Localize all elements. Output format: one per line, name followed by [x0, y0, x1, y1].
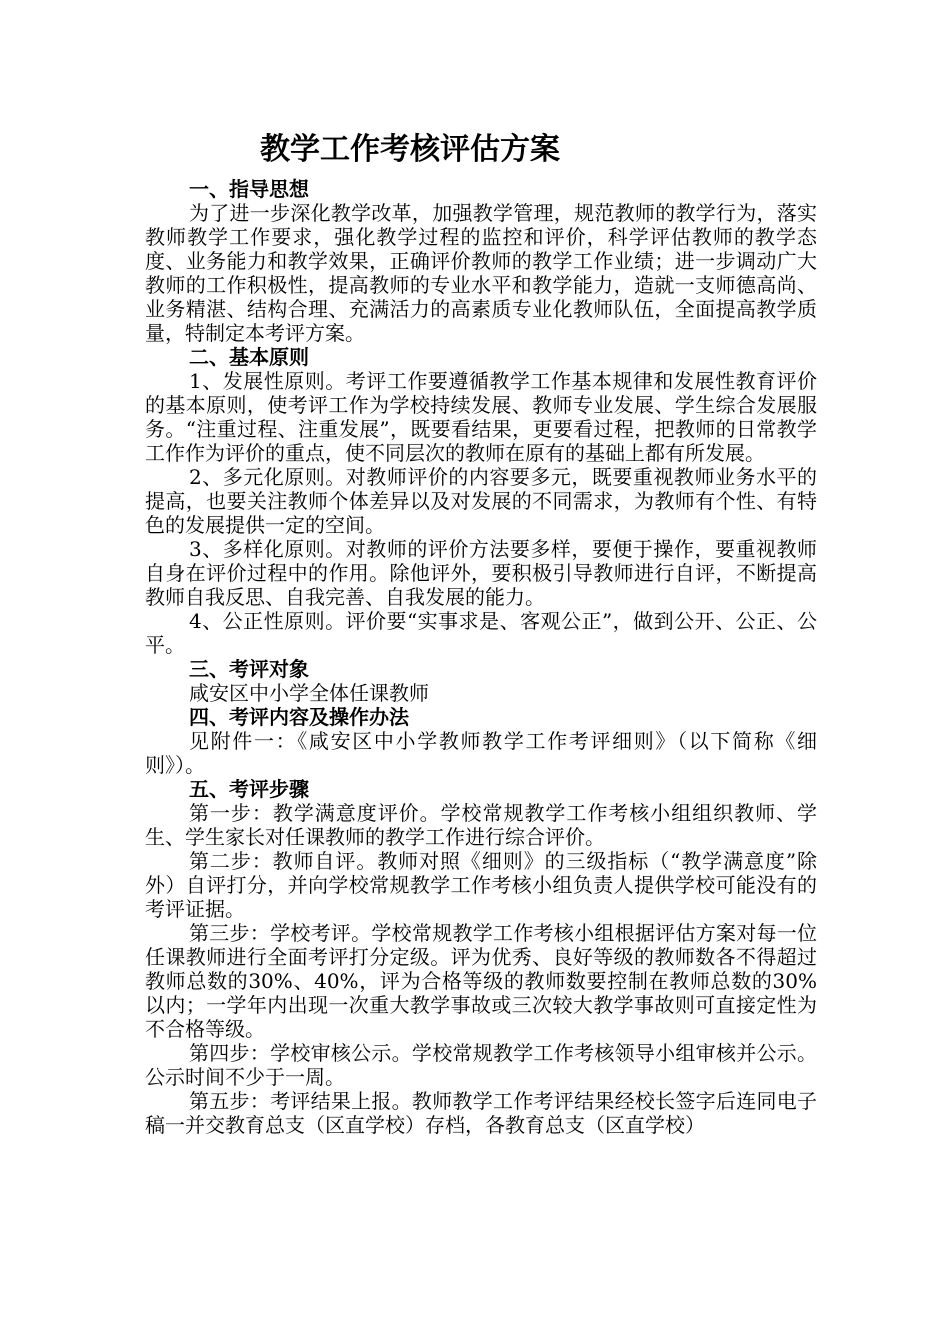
- section-heading-guiding-ideology: 一、指导思想: [189, 177, 309, 201]
- paragraph: 第一步：教学满意度评价。学校常规教学工作考核小组组织教师、学生、学生家长对任课教师的教学工作进行综合评价。: [145, 801, 817, 849]
- section-heading-evaluation-steps: 五、考评步骤: [189, 777, 309, 801]
- paragraph: 第三步：学校考评。学校常规教学工作考核小组根据评估方案对每一位任课教师进行全面考评打分定级。评为优秀、良好等级的教师数各不得超过教师总数的30%、40%，评为合格等级的教师数要控制在教师总数的30%以内；一学年内出现一次重大教学事故或三次较大教学事故则可直接定性为不合格等级。: [145, 921, 817, 1041]
- paragraph: 第五步：考评结果上报。教师教学工作考评结果经校长签字后连同电子稿一并交教育总支（区直学校）存档，各教育总支（区直学校）: [145, 1089, 817, 1137]
- paragraph: 第四步：学校审核公示。学校常规教学工作考核领导小组审核并公示。公示时间不少于一周。: [145, 1041, 817, 1089]
- paragraph: 1、发展性原则。考评工作要遵循教学工作基本规律和发展性教育评价的基本原则，使考评工作为学校持续发展、教师专业发展、学生综合发展服务。“注重过程、注重发展”，既要看结果，更要看过程，把教师的日常教学工作作为评价的重点，使不同层次的教师在原有的基础上都有所发展。: [145, 369, 817, 465]
- paragraph: 2、多元化原则。对教师评价的内容要多元，既要重视教师业务水平的提高，也要关注教师个体差异以及对发展的不同需求，为教师有个性、有特色的发展提供一定的空间。: [145, 465, 817, 537]
- paragraph: 3、多样化原则。对教师的评价方法要多样，要便于操作，要重视教师自身在评价过程中的作用。除他评外，要积极引导教师进行自评，不断提高教师自我反思、自我完善、自我发展的能力。: [145, 537, 817, 609]
- paragraph: 4、公正性原则。评价要“实事求是、客观公正”，做到公开、公正、公平。: [145, 609, 817, 657]
- paragraph: 第二步：教师自评。教师对照《细则》的三级指标（“教学满意度”除外）自评打分，并向学校常规教学工作考核小组负责人提供学校可能没有的考评证据。: [145, 849, 817, 921]
- document-title: 教学工作考核评估方案: [260, 132, 560, 167]
- section-heading-basic-principles: 二、基本原则: [189, 345, 309, 369]
- paragraph: 见附件一：《咸安区中小学教师教学工作考评细则》（以下简称《细则》）。: [145, 729, 817, 777]
- document-body: [145, 177, 817, 1137]
- section-heading-content-and-methods: 四、考评内容及操作办法: [189, 705, 409, 729]
- paragraph: 咸安区中小学全体任课教师: [189, 681, 429, 705]
- section-heading-evaluation-targets: 三、考评对象: [189, 657, 309, 681]
- paragraph: 为了进一步深化教学改革，加强教学管理，规范教师的教学行为，落实教师教学工作要求，强化教学过程的监控和评价，科学评估教师的教学态度、业务能力和教学效果，正确评价教师的教学工作业绩；进一步调动广大教师的工作积极性，提高教师的专业水平和教学能力，造就一支师德高尚、业务精湛、结构合理、充满活力的高素质专业化教师队伍，全面提高教学质量，特制定本考评方案。: [145, 201, 817, 345]
